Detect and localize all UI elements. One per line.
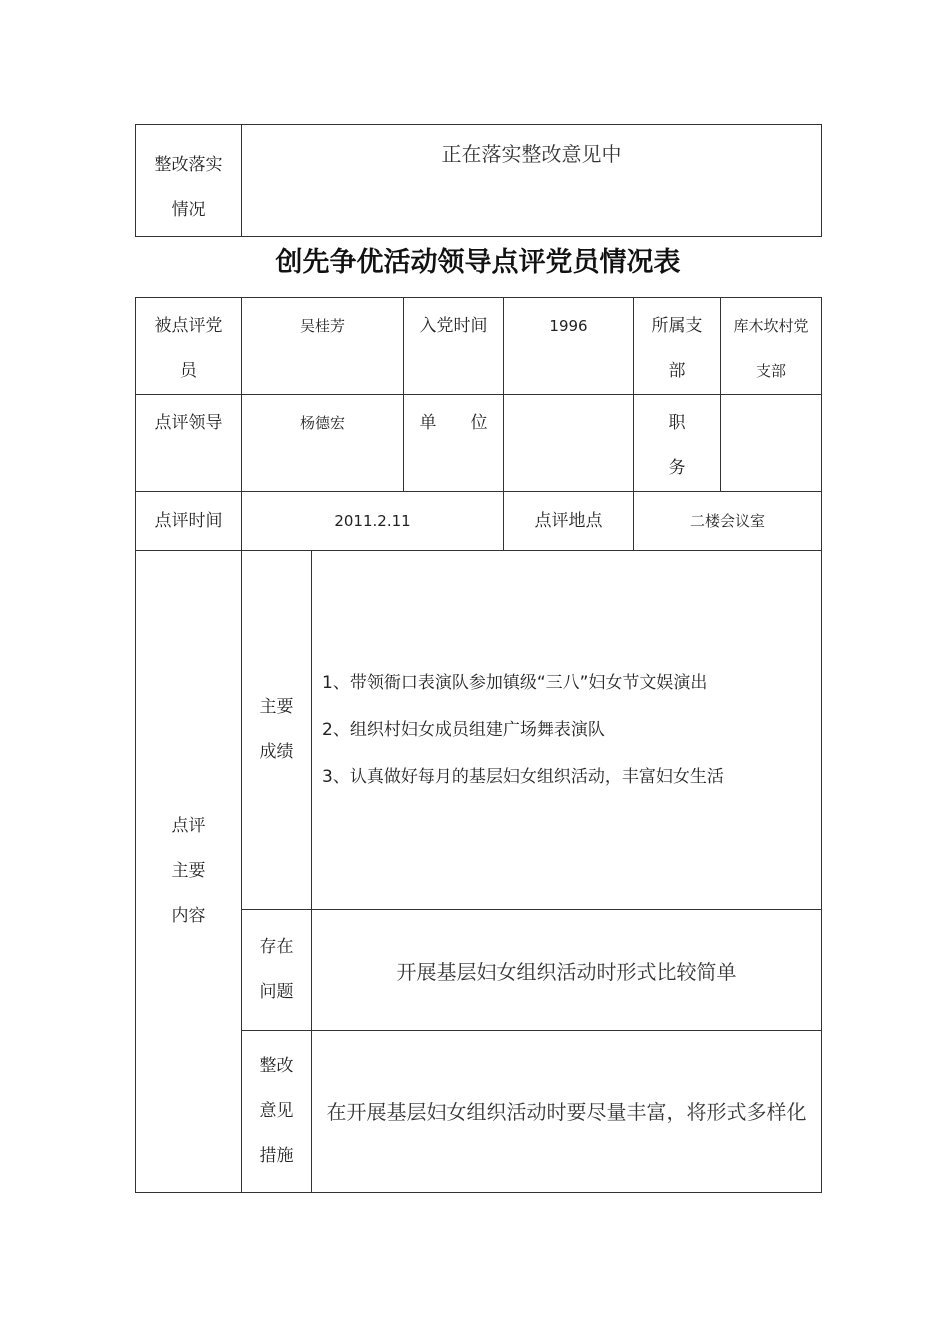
join-year: 1996 xyxy=(504,298,634,395)
achievements-list xyxy=(312,551,822,910)
leader-label: 点评领导 xyxy=(136,395,242,492)
review-place-value: 二楼会议室 xyxy=(634,492,822,551)
list-item: 2、组织村妇女成员组建广场舞表演队 xyxy=(322,719,605,740)
review-time-value: 2011.2.11 xyxy=(242,492,504,551)
unit-value xyxy=(504,395,634,492)
leader-name: 杨德宏 xyxy=(242,395,404,492)
rectification-status-value: 正在落实整改意见中 xyxy=(242,125,822,237)
list-item: 3、认真做好每月的基层妇女组织活动，丰富妇女生活 xyxy=(322,766,724,787)
problems-value: 开展基层妇女组织活动时形式比较简单 xyxy=(312,910,822,1031)
review-content-label: 点评 主要 内容 xyxy=(136,551,242,1193)
measures-value: 在开展基层妇女组织活动时要尽量丰富，将形式多样化 xyxy=(312,1031,822,1193)
review-form-table xyxy=(135,297,822,1193)
review-place-label: 点评地点 xyxy=(504,492,634,551)
achievements-label: 主要 成绩 xyxy=(242,551,312,910)
branch-label: 所属支 部 xyxy=(634,298,721,395)
member-label: 被点评党 员 xyxy=(136,298,242,395)
unit-label: 单 位 xyxy=(404,395,504,492)
position-value xyxy=(721,395,822,492)
measures-label: 整改 意见 措施 xyxy=(242,1031,312,1193)
join-time-label: 入党时间 xyxy=(404,298,504,395)
rectification-status-table xyxy=(135,124,822,237)
page-title: 创先争优活动领导点评党员情况表 xyxy=(275,247,681,278)
review-time-label: 点评时间 xyxy=(136,492,242,551)
branch-value: 库木坎村党 支部 xyxy=(721,298,822,395)
list-item: 1、带领衙口表演队参加镇级“三八”妇女节文娱演出 xyxy=(322,672,708,693)
rectification-status-label: 整改落实 情况 xyxy=(136,125,242,237)
member-name: 吴桂芳 xyxy=(242,298,404,395)
position-label: 职 务 xyxy=(634,395,721,492)
problems-label: 存在 问题 xyxy=(242,910,312,1031)
